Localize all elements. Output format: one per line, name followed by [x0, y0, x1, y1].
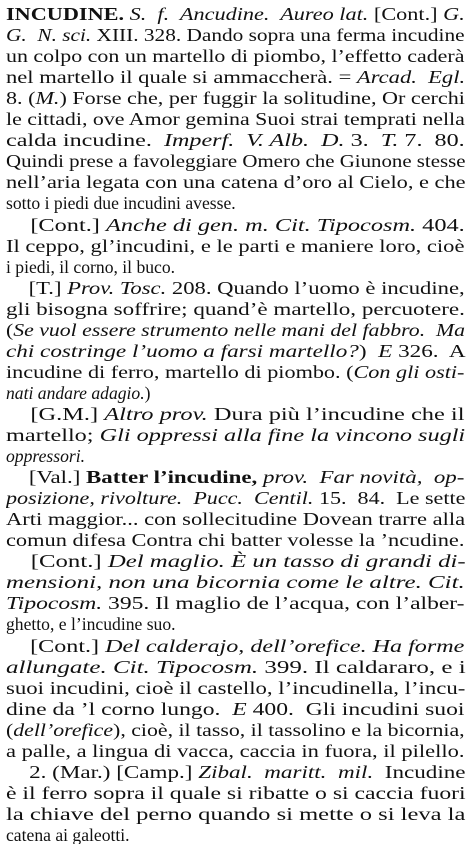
- text-line: [6, 130, 465, 151]
- text-segment: 326. A: [392, 340, 466, 361]
- text-segment: 7. 80.: [398, 130, 465, 151]
- text-segment: Se vuol essere strumento nelle mani del fabbro. Ma: [13, 319, 466, 340]
- text-line: [6, 825, 130, 844]
- text-segment: Arti maggior... con sollecitudine Dovean trarre alla: [6, 509, 466, 530]
- text-segment: dell’orefice: [13, 719, 114, 740]
- text-line: [6, 551, 466, 572]
- text-line: [6, 67, 465, 88]
- text-line: [6, 362, 464, 383]
- text-line: [6, 46, 464, 67]
- text-segment: ) Forse che, per fuggir la solitudine, Or cerchi: [59, 88, 465, 109]
- text-segment: comun difesa Contra chi batter volesse la ’ncudine.: [6, 530, 465, 551]
- text-line: [6, 509, 465, 530]
- text-line: [6, 341, 466, 362]
- text-segment: le cittadi, ove Amor gemina Suoi strai temprati nella: [6, 109, 465, 130]
- text-segment: prov. Far novità, op-: [262, 467, 465, 488]
- text-line: [6, 383, 151, 404]
- text-segment: Gli oppressi alla fine la vincono sugli: [99, 425, 466, 445]
- text-line: [6, 299, 465, 320]
- text-line: [6, 636, 464, 657]
- text-segment: 400. Gli incudini suoi: [246, 698, 465, 719]
- text-line: [6, 320, 465, 341]
- text-segment: S. f. Ancudine. Aureo lat.: [129, 4, 369, 24]
- text-segment: ): [358, 340, 379, 361]
- text-segment: incudine di ferro, martello di piombo. (: [6, 361, 354, 382]
- text-segment: catena ai galeotti.: [6, 824, 130, 844]
- text-line: [6, 614, 176, 635]
- dictionary-page: [6, 4, 467, 844]
- text-segment: Altro prov.: [104, 403, 208, 424]
- text-line: [6, 593, 465, 614]
- text-segment: 404.: [416, 214, 465, 235]
- text-segment: Zibal. maritt. mil.: [198, 761, 374, 782]
- text-line: [6, 236, 464, 257]
- text-segment: E: [378, 340, 393, 361]
- text-segment: Anche di gen. m. Cit. Tipocosm.: [105, 214, 417, 235]
- text-segment: (: [6, 719, 14, 740]
- text-segment: martello;: [6, 425, 100, 445]
- text-segment: Il ceppo, gl’incudini, e le parti e maniere loro, cioè: [6, 235, 465, 256]
- text-line: [6, 804, 465, 825]
- text-segment: ): [144, 382, 151, 403]
- text-segment: INCUDINE.: [6, 4, 125, 24]
- text-line: [6, 172, 466, 193]
- text-segment: suoi incudini, cioè il castello, l’incudinella, l’incu-: [6, 677, 466, 698]
- text-segment: [Cont.]: [6, 214, 106, 235]
- text-segment: dine da ’l corno lungo.: [6, 698, 233, 719]
- text-segment: G.: [443, 4, 465, 24]
- text-segment: [T.]: [6, 277, 68, 298]
- text-segment: Del calderajo, dell’orefice. Ha forme: [105, 635, 465, 656]
- text-segment: [G.M.]: [6, 403, 105, 424]
- text-segment: [Cont.]: [368, 4, 444, 24]
- text-segment: i piedi, il corno, il buco.: [6, 256, 176, 277]
- text-segment: la chiave del perno quando si mette o si leva la: [6, 803, 466, 824]
- text-segment: Prov. Tosc.: [67, 277, 167, 298]
- text-segment: [Cont.]: [6, 635, 106, 656]
- text-segment: E: [232, 698, 247, 719]
- text-line: [6, 657, 466, 678]
- text-segment: 8. (: [6, 88, 36, 109]
- text-line: [6, 425, 465, 446]
- text-segment: ), cioè, il tasso, il tassolino e la bicornia,: [113, 719, 465, 740]
- text-segment: posizione, rivolture. Pucc. Centil.: [6, 488, 314, 509]
- text-line: [6, 741, 464, 762]
- text-segment: M.: [35, 88, 60, 109]
- text-line: [6, 109, 465, 130]
- text-segment: nati andare adagio.: [6, 382, 145, 403]
- text-segment: Del maglio. È un tasso di grandi di-: [107, 551, 466, 572]
- text-line: [6, 488, 465, 509]
- text-segment: a palle, a lingua di vacca, caccia in fuora, il pilello.: [6, 740, 465, 761]
- text-segment: 3.: [344, 130, 381, 151]
- text-line: [6, 678, 465, 699]
- text-line: [6, 467, 464, 488]
- text-segment: Con gli osti-: [353, 361, 465, 382]
- text-line: [6, 215, 465, 236]
- text-line: [6, 4, 465, 25]
- text-segment: è il ferro sopra il quale si ribatte o si caccia fuori: [6, 782, 466, 803]
- text-segment: 395. Il maglio de l’acqua, con l’alber-: [102, 593, 465, 614]
- text-segment: allungate. Cit. Tipocosm.: [6, 656, 259, 677]
- text-segment: sotto i piedi due incudini avesse.: [6, 193, 236, 214]
- text-segment: 2. (Mar.) [Camp.]: [6, 761, 199, 782]
- text-segment: Quindi prese a favoleggiare Omero che Giunone stesse: [6, 151, 466, 172]
- text-line: [6, 151, 465, 172]
- text-segment: [Val.]: [6, 467, 87, 488]
- text-segment: mensioni, non una bicornia come le altre. Cit.: [6, 572, 465, 593]
- text-segment: Imperf. V. Alb. D.: [163, 130, 345, 151]
- text-line: [6, 25, 465, 46]
- text-segment: Incudine: [373, 761, 466, 782]
- text-segment: (: [6, 319, 14, 340]
- text-segment: Tipocosm.: [6, 593, 103, 614]
- text-segment: nel martello il quale si ammaccherà. =: [6, 67, 357, 88]
- text-segment: G. N. sci.: [6, 25, 92, 46]
- text-line: [6, 404, 464, 425]
- text-line: [6, 278, 465, 299]
- text-segment: [Cont.]: [6, 551, 108, 572]
- text-line: [6, 88, 465, 109]
- text-segment: oppressori.: [6, 446, 86, 467]
- text-line: [6, 699, 464, 720]
- text-line: [6, 193, 236, 214]
- text-line: [6, 446, 85, 467]
- text-segment: gli bisogna soffrire; quand’è martello, percuotere.: [6, 298, 465, 319]
- text-line: [6, 572, 465, 593]
- text-segment: calda incudine.: [6, 130, 164, 151]
- text-segment: Batter l’incudine,: [86, 467, 258, 488]
- text-segment: XIII. 328. Dando sopra una ferma incudine: [91, 25, 465, 46]
- text-line: [6, 720, 465, 741]
- text-segment: chi costringe l’uomo a farsi martello?: [6, 340, 359, 361]
- text-segment: ghetto, e l’incudine suo.: [6, 614, 176, 635]
- text-segment: nell’aria legata con una catena d’oro al Cielo, e che: [6, 172, 466, 193]
- text-segment: Dura più l’incudine che il: [207, 403, 465, 424]
- text-segment: un colpo con un martello di piombo, l’effetto caderà: [6, 46, 465, 67]
- text-segment: 15. 84. Le sette: [313, 488, 466, 509]
- text-segment: T.: [380, 130, 399, 151]
- text-line: [6, 530, 464, 551]
- text-segment: Arcad. Egl.: [356, 67, 466, 88]
- text-line: [6, 257, 175, 278]
- text-line: [6, 783, 466, 804]
- text-segment: 208. Quando l’uomo è incudine,: [166, 277, 465, 298]
- text-line: [6, 762, 466, 783]
- text-segment: 399. Il caldararo, e i: [258, 656, 466, 677]
